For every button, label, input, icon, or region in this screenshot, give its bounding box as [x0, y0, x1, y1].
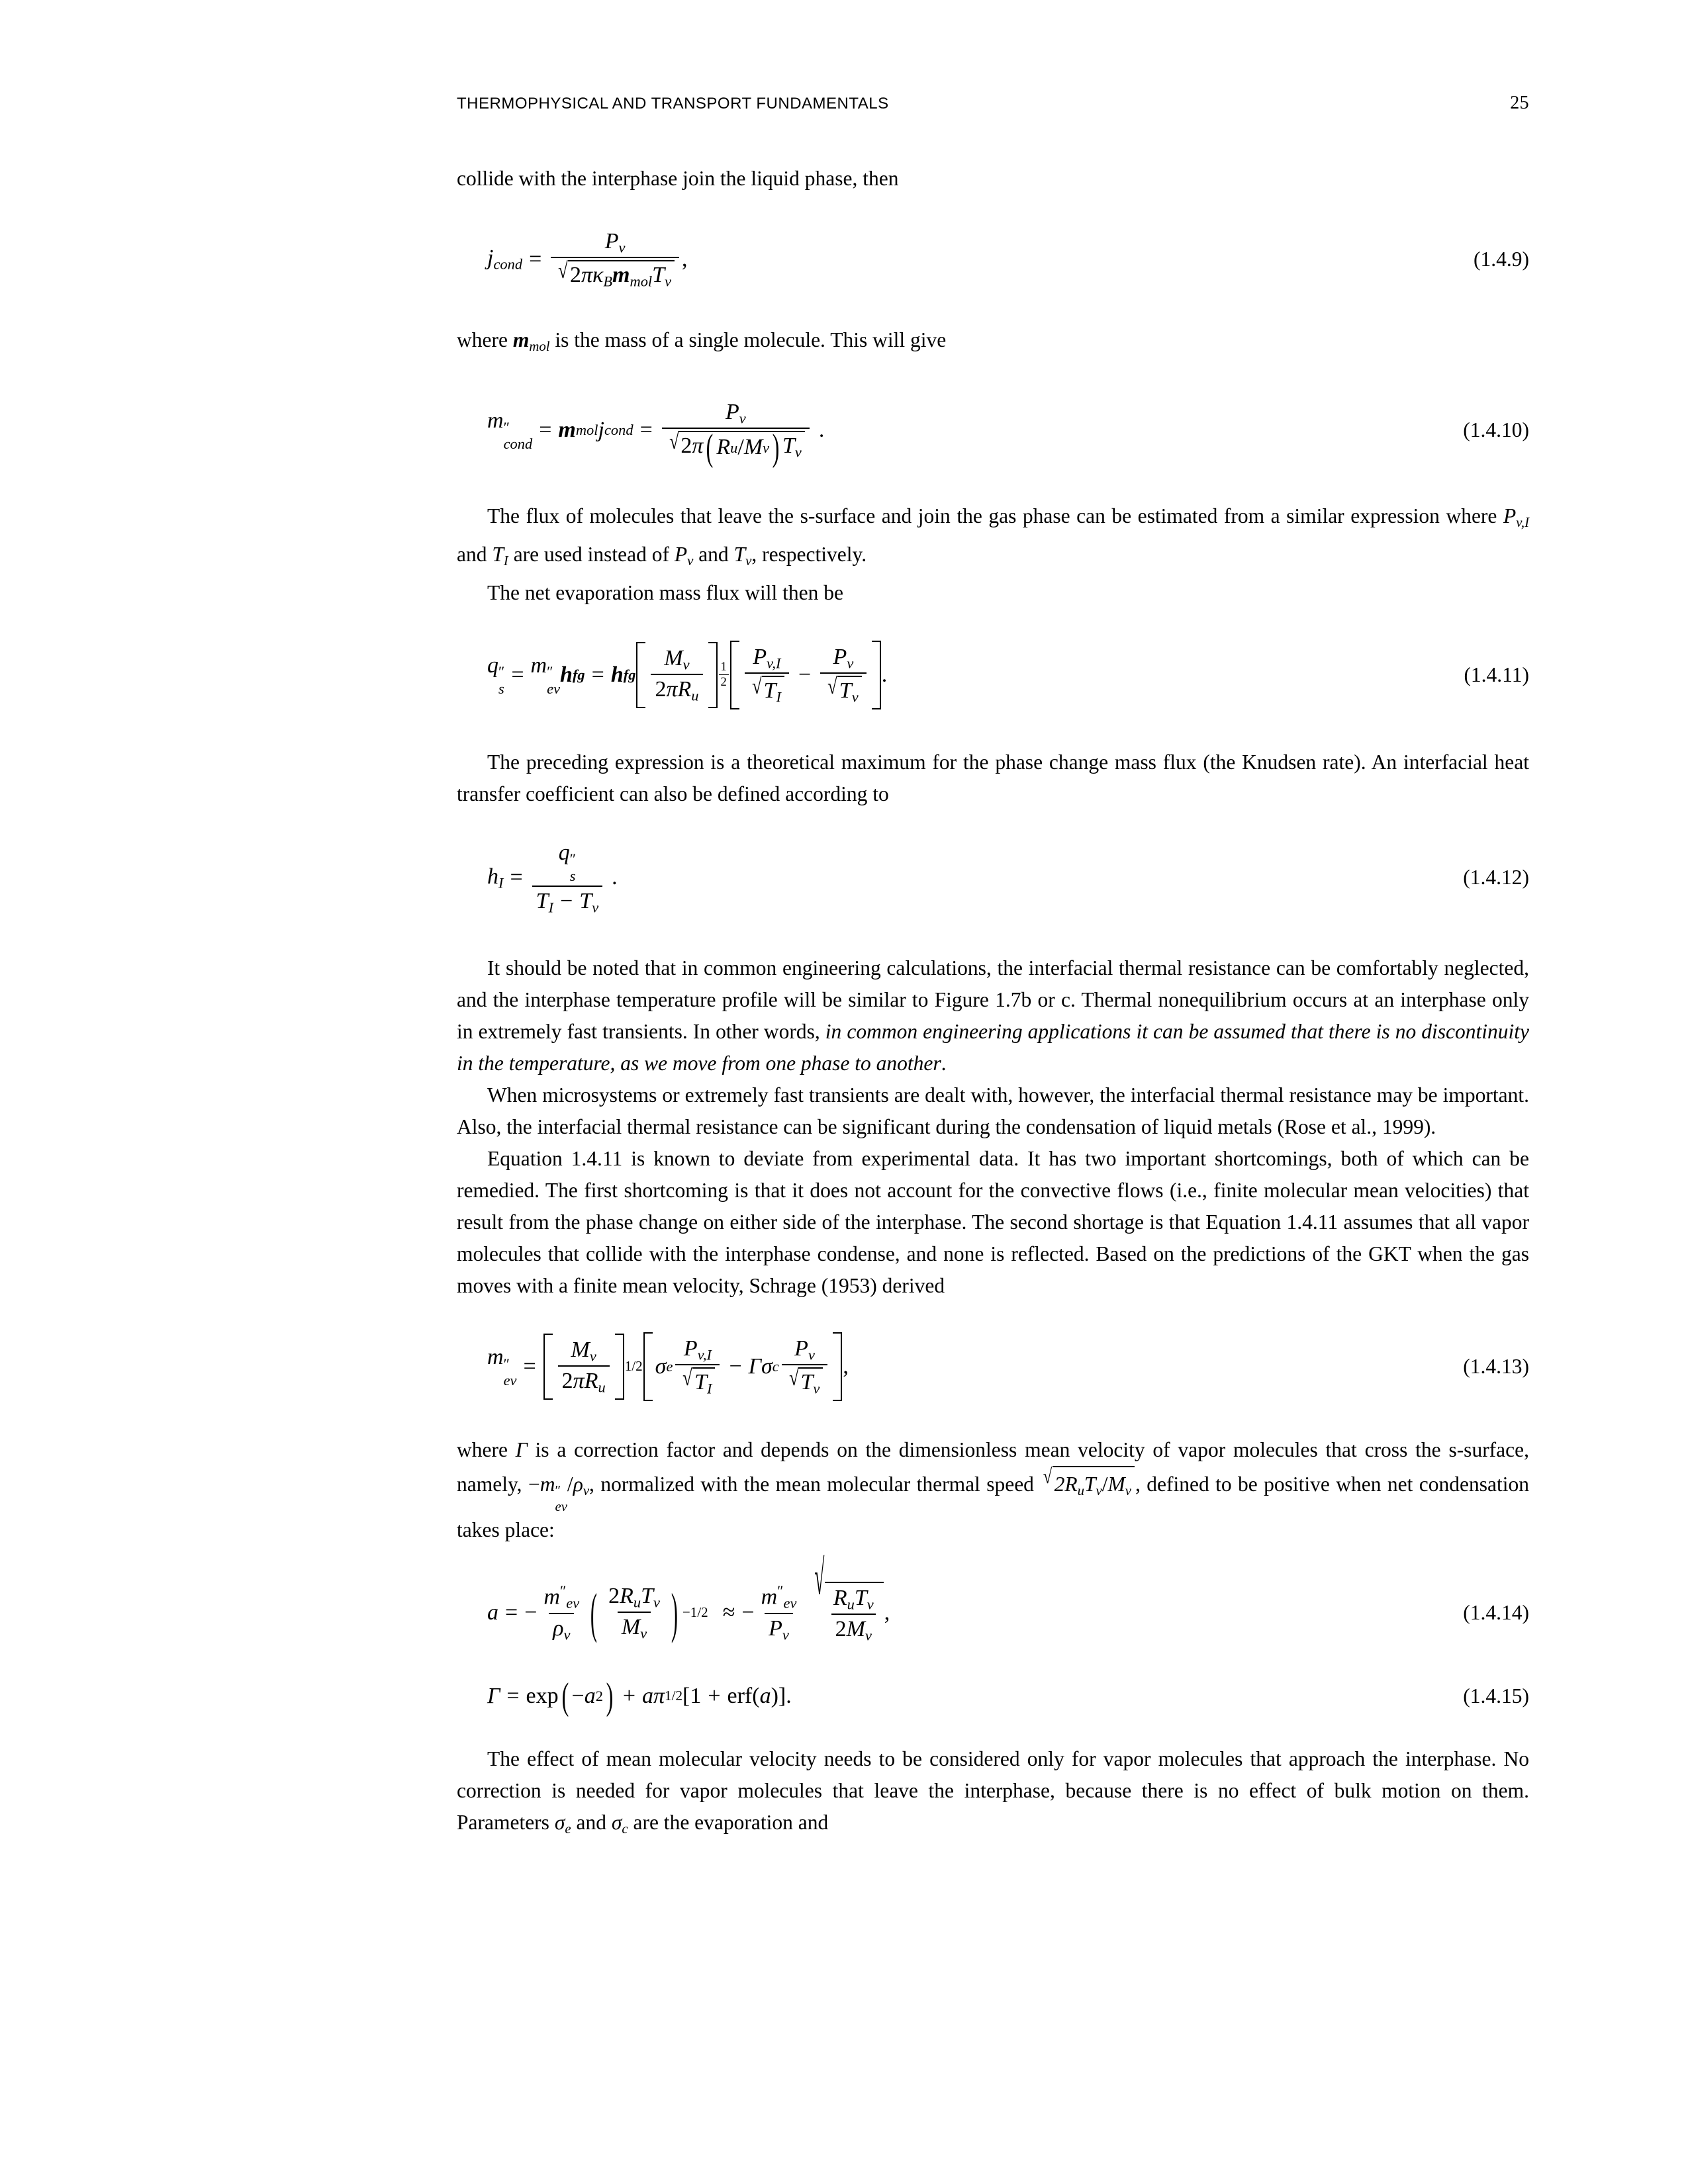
sym-m-script-2: m — [558, 417, 576, 442]
eq1411-trailer: . — [881, 662, 888, 687]
p10-b: and — [571, 1810, 612, 1834]
radical-sign-2: √ — [669, 430, 679, 455]
sym-q-2: q — [558, 840, 570, 865]
equation-1-4-9 — [457, 229, 1529, 290]
equals-6: = — [523, 1353, 536, 1379]
paragraph-should-be-noted — [457, 952, 1529, 1079]
equals-8: = — [506, 1683, 520, 1708]
bracket-close-inline: ] — [778, 1683, 786, 1708]
sym-R: R — [716, 435, 731, 460]
plus-1: + — [622, 1683, 635, 1708]
sym-h: h — [487, 864, 498, 889]
sym-M-3: M — [571, 1338, 590, 1363]
paren-open-3: ( — [561, 1674, 569, 1717]
eq149-trailer: , — [682, 246, 688, 271]
sub-v-5: v — [794, 443, 802, 461]
sub-u-4: u — [633, 1594, 641, 1611]
radical-sign-7: √ — [814, 1551, 825, 1606]
inline-mev-rho: −m ″ ev $/\rho_v$ — [528, 1472, 590, 1515]
p3-b: and — [457, 543, 492, 567]
minus-3: − — [729, 1353, 742, 1379]
sub-cond-2: cond — [503, 435, 533, 453]
equation-1-4-14 — [457, 1551, 1529, 1644]
p9-b: is a correction factor and depends on the dimensionless mean velocity of vapor molecules that cross the s-surface, namely, — [457, 1437, 1529, 1496]
sym-h-bold-2: h — [610, 662, 624, 687]
num-2d: 2 — [561, 1369, 573, 1394]
eq1412-trailer: . — [612, 865, 618, 890]
sub-s: s — [498, 680, 504, 698]
exponent-one-half: 1/2 — [624, 1358, 643, 1375]
paren-close-3: ) — [606, 1674, 614, 1717]
eq1410-trailer: . — [818, 417, 825, 442]
running-head-title: THERMOPHYSICAL AND TRANSPORT FUNDAMENTALS — [457, 95, 889, 113]
sym-T-9: T — [641, 1583, 654, 1608]
exponent-2: 2 — [595, 1687, 603, 1704]
sym-T-3: T — [763, 678, 776, 704]
sym-m-6: m — [761, 1584, 778, 1610]
sym-M-5: M — [846, 1617, 865, 1642]
sub-v-3: v — [739, 409, 746, 426]
sym-m: m — [487, 408, 504, 433]
p9-a: where — [457, 1437, 516, 1461]
sym-j: j — [487, 246, 494, 271]
sub-u-5: u — [847, 1596, 855, 1613]
sub-v-7: v — [847, 655, 854, 672]
sub-v-14: v — [653, 1594, 660, 1611]
p3-a: The flux of molecules that leave the s-surface and join the gas phase can be estimated from a similar expression where — [487, 504, 1503, 528]
sym-P-6: P — [794, 1336, 808, 1361]
sub-v-18: v — [865, 1627, 872, 1644]
paragraph-collide: collide with the interphase join the liquid phase, then — [457, 167, 899, 190]
equation-number-1-4-9: (1.4.9) — [1474, 247, 1529, 271]
exp-num-1: 1 — [720, 660, 727, 674]
bracket-left-2 — [730, 641, 739, 709]
p3-c: are used instead of — [508, 543, 675, 567]
exp-den-2: 2 — [719, 674, 729, 689]
sym-P: P — [604, 229, 619, 253]
equation-1-4-13 — [457, 1332, 1529, 1401]
sub-cond: cond — [493, 255, 523, 273]
sym-M-2: M — [664, 645, 683, 670]
p6-italic: in common engineering applications it can be assumed that there is no discontinuity in the temperature, as we move from one phase to another — [457, 1020, 1529, 1075]
sub-ev-2: ev — [503, 1372, 517, 1389]
num-1: 1 — [690, 1683, 702, 1708]
sub-ev-3: ev — [566, 1594, 580, 1612]
sym-pi-5: π — [653, 1683, 665, 1708]
eq1414-trailer: , — [884, 1600, 890, 1625]
primes-4: ″ — [569, 850, 577, 868]
p10-c: are the evaporation and — [628, 1810, 829, 1834]
paragraph-effect-of-mean-velocity — [457, 1743, 1529, 1845]
equals-7: = — [505, 1600, 518, 1625]
sub-u-2: u — [691, 687, 699, 704]
inline-Gamma: Γ — [515, 1437, 528, 1461]
primes-6: ″ — [559, 1582, 567, 1600]
sym-P-2: P — [725, 399, 739, 424]
bracket-right-1 — [708, 642, 718, 708]
sub-mol-2: mol — [575, 421, 598, 438]
equation-1-4-10 — [457, 399, 1529, 469]
sub-I-2: I — [776, 688, 781, 705]
sym-T-6: T — [579, 888, 592, 913]
sub-v: v — [618, 239, 626, 256]
p2-lead: where — [457, 328, 513, 351]
sub-vI-3: v,I — [697, 1346, 712, 1363]
inline-sigma-e: $\sigma_e$ — [554, 1810, 571, 1837]
p6-end: . — [941, 1052, 947, 1075]
bracket-left-1 — [636, 642, 645, 708]
sym-a-2: a — [584, 1683, 596, 1708]
sym-Gamma: Γ — [748, 1353, 762, 1379]
paragraph-preceding-expression: The preceding expression is a theoretical maximum for the phase change mass flux (the Knudsen rate). An interfacial heat transfer coefficient can also be defined according to — [457, 750, 1529, 805]
minus-1: − — [798, 662, 812, 687]
paragraph-equation-deviate: Equation 1.4.11 is known to deviate from experimental data. It has two important shortcomings, both of which can be remedied. The first shortcoming is that it does not account for the convective flows (i.e., finite molecular mean velocities) that result from the phase change on either side of the interphase. The second shortage is that Equation 1.4.11 assumes that all vapor molecules that collide with the interphase condense, and none is reflected. Based on the predictions of the GKT when the gas moves with a finite mean velocity, Schrage (1953) derived — [457, 1147, 1529, 1298]
sym-Gamma-2: Γ — [487, 1683, 500, 1708]
minus-6: − — [571, 1683, 585, 1708]
sym-sigma-c: σ — [761, 1353, 773, 1379]
paren-open-1: ( — [706, 426, 714, 469]
sym-kappa: κ — [592, 263, 604, 288]
sub-mol: mol — [630, 273, 653, 290]
sub-u-3: u — [598, 1379, 606, 1396]
sym-T-5: T — [536, 888, 549, 913]
radical-sign-6: √ — [788, 1366, 799, 1391]
sym-pi-2: π — [692, 433, 704, 459]
sym-q: q — [487, 653, 498, 678]
equals-4: = — [591, 662, 604, 687]
p10-a: The effect of mean molecular velocity needs to be considered only for vapor molecules that approach the interphase. No correction is needed for vapor molecules that leave the interphase, because there is no effect of bulk motion on them. Parameters — [457, 1747, 1529, 1834]
sym-m-5: m — [543, 1584, 560, 1610]
sym-a: a — [487, 1600, 498, 1625]
sub-v-17: v — [867, 1596, 874, 1613]
sub-s-2: s — [569, 868, 576, 885]
minus-5: − — [741, 1600, 755, 1625]
plus-2: + — [708, 1683, 721, 1708]
num-2b: 2 — [680, 433, 692, 459]
sym-pi-4: π — [573, 1369, 585, 1394]
sub-ev: ev — [547, 680, 561, 698]
equation-1-4-12 — [457, 841, 1529, 915]
p3-d: and — [693, 543, 734, 567]
equation-number-1-4-11: (1.4.11) — [1464, 662, 1529, 686]
sym-T-4: T — [839, 678, 852, 704]
sym-M: M — [743, 435, 763, 460]
sym-P-3: P — [753, 644, 767, 669]
sub-cond-3: cond — [604, 421, 633, 438]
running-head — [457, 93, 1529, 114]
paren-close-2: ) — [671, 1581, 678, 1644]
sub-u: u — [730, 439, 738, 456]
equation-number-1-4-10: (1.4.10) — [1463, 418, 1529, 441]
erf-function: erf — [727, 1683, 753, 1708]
sub-v-8: v — [851, 688, 859, 705]
primes-2: ″ — [498, 663, 505, 680]
sym-m-script: m — [612, 263, 630, 288]
sym-P-7: P — [769, 1615, 782, 1641]
bracket-open-inline: [ — [682, 1683, 690, 1708]
approx-sign: ≈ — [722, 1600, 735, 1625]
equation-1-4-11 — [457, 641, 1529, 709]
sub-v-11: v — [808, 1346, 815, 1363]
p9-c: , normalized with the mean molecular thermal speed — [589, 1472, 1041, 1496]
sym-R-5: R — [833, 1585, 847, 1610]
inline-Pv: $P_v$ — [674, 543, 694, 569]
slash-1: / — [737, 435, 744, 460]
exponent-neg-half: −1/2 — [682, 1604, 708, 1621]
sub-fg: fg — [572, 666, 585, 683]
sym-P-4: P — [833, 644, 847, 669]
sym-M-4: M — [621, 1615, 641, 1640]
minus-2: − — [560, 888, 573, 913]
page-number: 25 — [1510, 93, 1529, 113]
sym-h-bold: h — [560, 662, 573, 687]
radical-sign: √ — [558, 259, 568, 284]
bracket-right-4 — [833, 1332, 842, 1401]
equation-number-1-4-12: (1.4.12) — [1463, 866, 1529, 889]
sym-R-4: R — [620, 1583, 633, 1608]
equation-1-4-15 — [457, 1674, 1529, 1717]
sub-v2: v — [665, 273, 672, 290]
inline-thermal-speed: √ $2R_uT_v/M_v$ — [1040, 1473, 1135, 1496]
paren-open-2: ( — [590, 1581, 598, 1644]
paren-open-4: ( — [752, 1683, 760, 1708]
page-content — [457, 93, 1529, 1845]
inline-Tv: $T_v$ — [733, 543, 752, 569]
sym-T: T — [652, 263, 665, 288]
sym-pi: π — [581, 263, 592, 288]
p3-e: , respectively. — [751, 543, 867, 567]
radical-sign-4: √ — [827, 674, 837, 700]
sym-P-5: P — [683, 1336, 698, 1361]
sub-vI-2: v,I — [767, 655, 781, 672]
bracket-right-3 — [615, 1334, 624, 1400]
primes-7: ″ — [777, 1582, 784, 1600]
sym-sigma-e: σ — [655, 1353, 667, 1379]
sub-v-10: v — [589, 1347, 596, 1365]
sym-m-4: m — [487, 1344, 504, 1369]
num-2f: 2 — [835, 1617, 847, 1642]
primes-5: ″ — [503, 1355, 510, 1372]
sym-m-3: m — [530, 653, 547, 678]
eq1413-trailer: , — [843, 1353, 849, 1379]
exponent-half-2: 1/2 — [665, 1688, 682, 1704]
bracket-left-4 — [643, 1332, 653, 1401]
sub-I-3: I — [498, 874, 504, 891]
sym-pi-3: π — [666, 677, 678, 702]
sym-T-7: T — [694, 1370, 707, 1395]
sym-j-2: j — [598, 417, 604, 442]
sym-R-3: R — [584, 1369, 598, 1394]
sym-T-10: T — [854, 1585, 867, 1610]
sym-R-2: R — [677, 677, 692, 702]
primes-3: ″ — [547, 663, 553, 680]
equals-1: = — [539, 417, 552, 442]
sym-rho: ρ — [553, 1615, 564, 1641]
inline-sigma-c: $\sigma_c$ — [611, 1810, 628, 1837]
sub-I-5: I — [707, 1380, 712, 1397]
radical-sign-3: √ — [751, 674, 762, 700]
equals-5: = — [510, 865, 523, 890]
equals-3: = — [511, 662, 524, 687]
sub-v-4: v — [763, 439, 770, 456]
sub-fg-2: fg — [623, 666, 636, 683]
sub-v-12: v — [813, 1380, 820, 1397]
radical-sign-5: √ — [682, 1366, 693, 1391]
inline-Pv-I: $P_{v,I}$ — [1503, 504, 1529, 531]
sub-I-4: I — [548, 898, 554, 915]
inline-TI: $T_I$ — [492, 543, 508, 569]
bracket-left-3 — [543, 1334, 553, 1400]
equals-2: = — [639, 417, 653, 442]
sub-v-16: v — [782, 1626, 789, 1643]
sub-v-9: v — [592, 898, 599, 915]
p6-a: It should be noted that in common engineering calculations, the interfacial thermal resistance can be comfortably neglected, and the interphase temperature profile will be similar to Figure 1.7b or c. Thermal nonequilibrium occurs at an interphase only in extremely fast transients. In other words, — [457, 956, 1529, 1044]
sub-e: e — [666, 1357, 673, 1375]
exp-function: exp — [526, 1683, 559, 1708]
p2-tail: is the mass of a single molecule. This will give — [549, 328, 947, 351]
sub-v-6: v — [682, 656, 690, 673]
sub-ev-4: ev — [783, 1594, 797, 1612]
sub-v-13: v — [563, 1626, 571, 1643]
p9-d: , defined to be positive when net condensation takes place: — [457, 1472, 1530, 1541]
num-2e: 2 — [608, 1583, 620, 1608]
sub-c: c — [772, 1357, 779, 1375]
inline-m-mol: $m_{mol}$ — [512, 328, 550, 354]
sym-equals: = — [529, 246, 542, 271]
paren-close-4: ) — [771, 1683, 778, 1708]
paragraph-where-mmol — [457, 324, 1529, 363]
paragraph-when-microsystems: When microsystems or extremely fast transients are dealt with, however, the interfacial thermal resistance may be important. Also, the interfacial thermal resistance can be significant during the condensation of liquid metals (Rose et al., 1999). — [457, 1083, 1529, 1139]
sub-B: B — [603, 273, 613, 290]
num-2: 2 — [569, 263, 581, 288]
minus-4: − — [524, 1600, 538, 1625]
equation-number-1-4-14: (1.4.14) — [1463, 1600, 1529, 1624]
sub-v-15: v — [640, 1625, 647, 1642]
paragraph-net-evaporation: The net evaporation mass flux will then be — [487, 580, 843, 604]
sym-a-4: a — [759, 1683, 771, 1708]
paragraph-where-gamma — [457, 1434, 1529, 1546]
equation-number-1-4-13: (1.4.13) — [1463, 1354, 1529, 1378]
num-2c: 2 — [655, 677, 667, 702]
paragraph-flux-of-molecules — [457, 500, 1529, 577]
sym-a-3: a — [642, 1683, 653, 1708]
eq1415-trailer: . — [786, 1683, 792, 1708]
bracket-right-2 — [872, 641, 881, 709]
sym-T-8: T — [800, 1370, 814, 1395]
equation-number-1-4-15: (1.4.15) — [1463, 1684, 1529, 1707]
primes-1: ″ — [503, 418, 510, 435]
sym-T-2: T — [782, 433, 795, 459]
paren-close-1: ) — [772, 426, 780, 469]
